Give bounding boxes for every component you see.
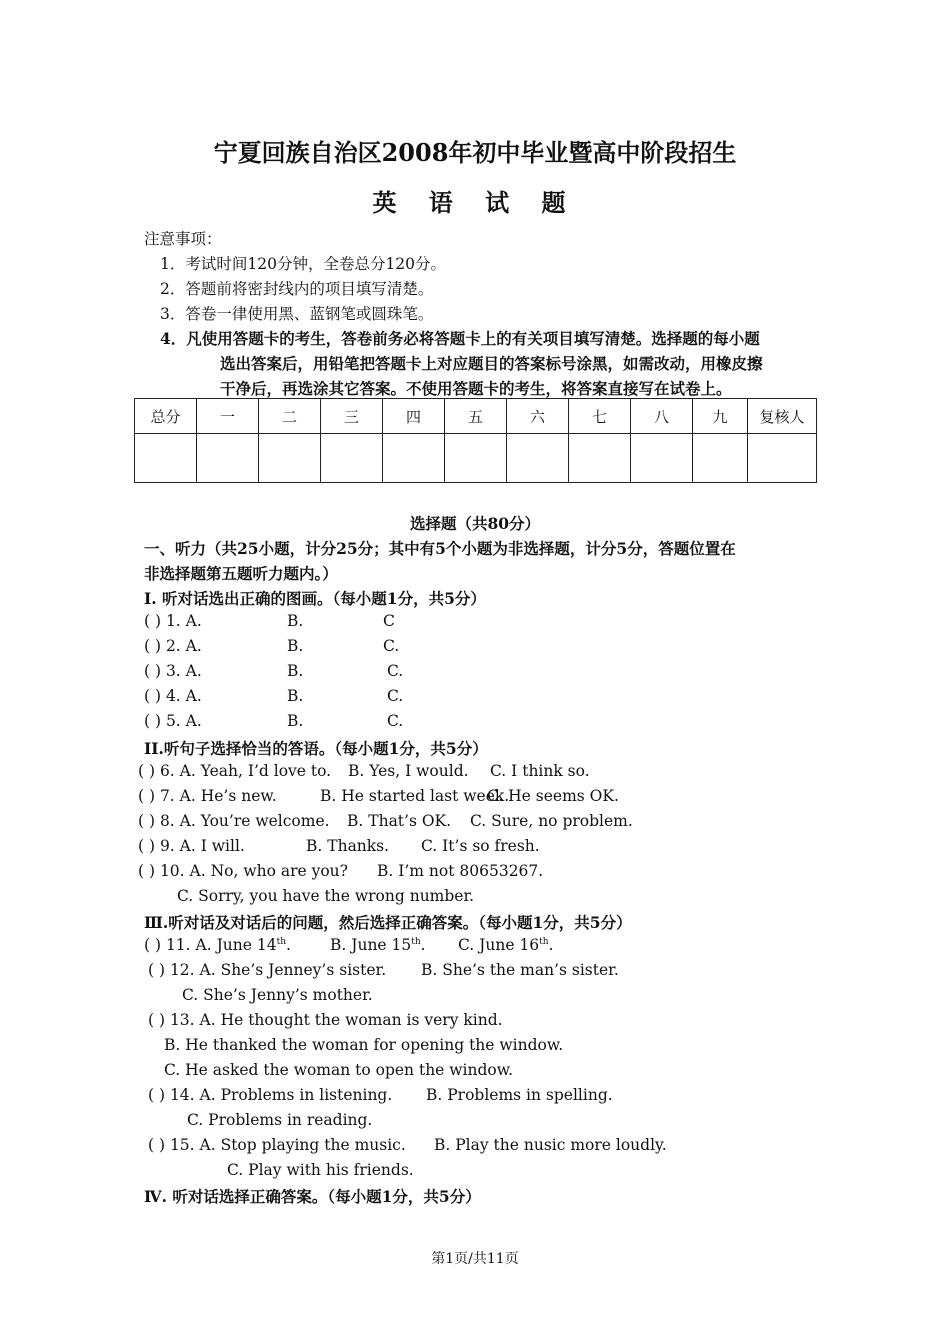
score-cell[interactable] (259, 434, 321, 483)
score-cell[interactable] (693, 434, 748, 483)
question-1-c: C (383, 612, 395, 630)
score-header-4: 四 (383, 399, 445, 434)
question-11-a (144, 936, 291, 954)
sub-section-1-heading: I. 听对话选出正确的图画。（每小题1分，共5分） (144, 589, 486, 608)
question-6-b: B. Yes, I would. (348, 762, 469, 780)
score-cell[interactable] (383, 434, 445, 483)
score-cell[interactable] (748, 434, 817, 483)
question-13-a: ( ) 13. A. He thought the woman is very kind. (148, 1011, 503, 1029)
sub-section-3-heading: Ⅲ.听对话及对话后的问题，然后选择正确答案。（每小题1分，共5分） (144, 913, 632, 932)
question-7-c: C. He seems OK. (487, 787, 619, 805)
question-11-b-text: B. June 15 (330, 936, 412, 954)
question-1-a: ( ) 1. A. (144, 612, 202, 630)
score-header-7: 七 (569, 399, 631, 434)
part1-line-1: 一、听力（共25小题，计分25分；其中有5个小题为非选择题，计分5分，答题位置在 (144, 539, 736, 558)
question-3-c: C. (387, 662, 404, 680)
question-14-b: B. Problems in spelling. (426, 1086, 613, 1104)
score-cell[interactable] (135, 434, 197, 483)
question-12-c: C. She’s Jenny’s mother. (182, 986, 373, 1004)
question-5-c: C. (387, 712, 404, 730)
score-cell[interactable] (507, 434, 569, 483)
question-11-c-text: C. June 16 (458, 936, 540, 954)
note-item-4-line-3: 干净后，再选涂其它答案。不使用答题卡的考生，将答案直接写在试卷上。 (220, 379, 732, 398)
section-heading: 选择题（共80分） (409, 514, 541, 533)
score-table (134, 398, 817, 483)
question-1-b: B. (287, 612, 304, 630)
score-header-reviewer: 复核人 (748, 399, 817, 434)
score-cell[interactable] (321, 434, 383, 483)
question-15-a: ( ) 15. A. Stop playing the music. (148, 1136, 406, 1154)
score-cell[interactable] (445, 434, 507, 483)
question-6-c: C. I think so. (490, 762, 590, 780)
question-11-c-dot: . (548, 936, 554, 954)
score-header-5: 五 (445, 399, 507, 434)
question-2-b: B. (287, 637, 304, 655)
question-2-c: C. (383, 637, 400, 655)
note-item-4-line-2: 选出答案后，用铅笔把答题卡上对应题目的答案标号涂黑，如需改动，用橡皮擦 (220, 354, 763, 373)
note-item-4-line-1: 4．凡使用答题卡的考生，答卷前务必将答题卡上的有关项目填写清楚。选择题的每小题 (160, 329, 760, 348)
score-header-total: 总分 (135, 399, 197, 434)
question-9-a: ( ) 9. A. I will. (138, 837, 245, 855)
question-12-b: B. She’s the man’s sister. (421, 961, 619, 979)
question-10-a: ( ) 10. A. No, who are you? (138, 862, 348, 880)
question-3-a: ( ) 3. A. (144, 662, 202, 680)
question-6-a: ( ) 6. A. Yeah, I’d love to. (138, 762, 332, 780)
question-8-a: ( ) 8. A. You’re welcome. (138, 812, 330, 830)
sub-section-2-heading: II.听句子选择恰当的答语。（每小题1分，共5分） (144, 739, 488, 758)
question-14-c: C. Problems in reading. (187, 1111, 373, 1129)
question-14-a: ( ) 14. A. Problems in listening. (148, 1086, 393, 1104)
score-header-6: 六 (507, 399, 569, 434)
exam-subtitle: 英 语 试 题 (372, 188, 578, 217)
score-cell[interactable] (631, 434, 693, 483)
score-header-9: 九 (693, 399, 748, 434)
score-cell[interactable] (569, 434, 631, 483)
question-10-b: B. I’m not 80653267. (377, 862, 544, 880)
question-8-c: C. Sure, no problem. (470, 812, 633, 830)
page-footer: 第1页/共11页 (431, 1251, 519, 1267)
question-15-c: C. Play with his friends. (227, 1161, 414, 1179)
question-13-b: B. He thanked the woman for opening the window. (164, 1036, 564, 1054)
question-12-a: ( ) 12. A. She’s Jenney’s sister. (148, 961, 387, 979)
question-11-c-sup: th (539, 936, 549, 947)
score-cell[interactable] (197, 434, 259, 483)
part1-line-2: 非选择题第五题听力题内。） (144, 564, 338, 583)
notes-heading: 注意事项： (144, 230, 222, 248)
question-4-c: C. (387, 687, 404, 705)
question-5-a: ( ) 5. A. (144, 712, 202, 730)
score-header-2: 二 (259, 399, 321, 434)
score-header-1: 一 (197, 399, 259, 434)
question-5-b: B. (287, 712, 304, 730)
score-header-3: 三 (321, 399, 383, 434)
question-11-c (458, 936, 554, 954)
question-9-c: C. It’s so fresh. (421, 837, 540, 855)
question-8-b: B. That’s OK. (347, 812, 452, 830)
note-item-1: 1．考试时间120分钟，全卷总分120分。 (160, 255, 447, 273)
exam-title: 宁夏回族自治区2008年初中毕业暨高中阶段招生 (213, 138, 737, 167)
question-4-b: B. (287, 687, 304, 705)
note-item-3: 3．答卷一律使用黑、蓝钢笔或圆珠笔。 (160, 305, 434, 323)
score-header-8: 八 (631, 399, 693, 434)
question-2-a: ( ) 2. A. (144, 637, 202, 655)
note-item-2: 2．答题前将密封线内的项目填写清楚。 (160, 280, 434, 298)
question-9-b: B. Thanks. (306, 837, 390, 855)
sub-section-4-heading: Ⅳ. 听对话选择正确答案。（每小题1分，共5分） (144, 1187, 481, 1206)
question-11-b (330, 936, 426, 954)
question-11-a-dot: . (286, 936, 291, 954)
question-11-a-text: ( ) 11. A. June 14 (144, 936, 277, 954)
question-11-b-sup: th (411, 936, 421, 947)
question-7-a: ( ) 7. A. He’s new. (138, 787, 277, 805)
question-10-c: C. Sorry, you have the wrong number. (177, 887, 475, 905)
question-4-a: ( ) 4. A. (144, 687, 202, 705)
question-15-b: B. Play the nusic more loudly. (434, 1136, 667, 1154)
question-3-b: B. (287, 662, 304, 680)
question-11-b-dot: . (420, 936, 426, 954)
question-11-a-sup: th (276, 936, 286, 947)
question-13-c: C. He asked the woman to open the window. (164, 1061, 514, 1079)
question-7-b: B. He started last week. (320, 787, 510, 805)
